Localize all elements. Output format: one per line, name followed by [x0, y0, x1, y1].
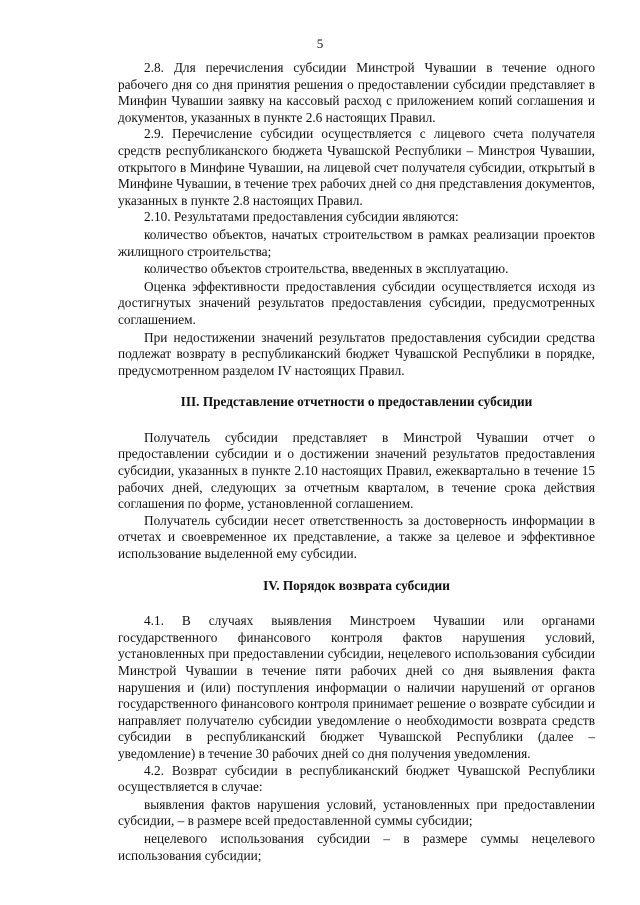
result-item-1: количество объектов, начатых строительством в рамках реализации проектов жилищного строительства;	[118, 226, 595, 259]
document-body	[118, 60, 595, 864]
report-paragraph-1: Получатель субсидии представляет в Минстрой Чувашии отчет о предоставлении субсидии и о достижении значений результатов предоставления субсидии, указанных в пункте 2.10 настоящих Правил, ежеквартально в течение 15 рабочих дней, следующих за отчетным кварталом, в течение срока действия соглашения по форме, установленной соглашением.	[118, 429, 595, 512]
paragraph-2-9: 2.9. Перечисление субсидии осуществляется с лицевого счета получателя средств республиканского бюджета Чувашской Республики – Минстроя Чувашии, открытого в Минфине Чувашии, на лицевой счет получателя субсидии, открытый в Минфине Чувашии, в течение трех рабочих дней со дня представления документов, указанных в пункте 2.8 настоящих Правил.	[118, 126, 595, 208]
result-item-2: количество объектов строительства, введенных в эксплуатацию.	[144, 261, 509, 277]
paragraph-4-1: 4.1. В случаях выявления Минстроем Чувашии или органами государственного финансового контроля фактов нарушения условий, установленных при предоставлении субсидии, нецелевого использования субсидии Минстрой Чувашии в течение пяти рабочих дней со дня выявления факта нарушения и (или) поступления информации о наличии нарушений от органов государственного финансового контроля принимает решение о возврате субсидии и направляет получателю субсидии уведомление о необходимости возврата средств субсидии в республиканский бюджет Чувашской Республики (далее – уведомление) в течение 30 рабочих дней со дня получения уведомления.	[118, 613, 595, 761]
report-paragraph-2: Получатель субсидии несет ответственность за достоверность информации в отчетах и своевременное их представление, а также за целевое и эффективное использование выделенной ему субсидии.	[118, 512, 595, 562]
section-4-heading: IV. Порядок возврата субсидии	[263, 577, 450, 593]
return-case-1: выявления фактов нарушения условий, установленных при предоставлении субсидии, – в размере всей предоставленной суммы субсидии;	[118, 796, 595, 829]
section-3-heading-wrap	[118, 379, 595, 430]
paragraph-2-10: 2.10. Результатами предоставления субсидии являются:	[144, 209, 459, 225]
paragraph-2-8: 2.8. Для перечисления субсидии Минстрой Чувашии в течение одного рабочего дня со дня принятия решения о предоставлении субсидии представляет в Минфин Чувашии заявку на кассовый расход с приложением копий соглашения и документов, указанных в пункте 2.6 настоящих Правил.	[118, 60, 595, 125]
page-number: 5	[316, 36, 324, 51]
paragraph-4-2: 4.2. Возврат субсидии в республиканский бюджет Чувашской Республики осуществляется в случае:	[118, 762, 595, 795]
return-paragraph: При недостижении значений результатов предоставления субсидии средства подлежат возврату в республиканский бюджет Чувашской Республики в порядке, предусмотренном разделом IV настоящих Правил.	[118, 329, 595, 378]
section-3-heading: III. Представление отчетности о предоставлении субсидии	[180, 394, 533, 410]
return-case-2: нецелевого использования субсидии – в размере суммы нецелевого использования субсидии;	[118, 830, 595, 863]
efficiency-paragraph: Оценка эффективности предоставления субсидии осуществляется исходя из достигнутых значений результатов предоставления субсидии, предусмотренных соглашением.	[118, 278, 595, 327]
section-4-heading-wrap	[118, 563, 595, 614]
